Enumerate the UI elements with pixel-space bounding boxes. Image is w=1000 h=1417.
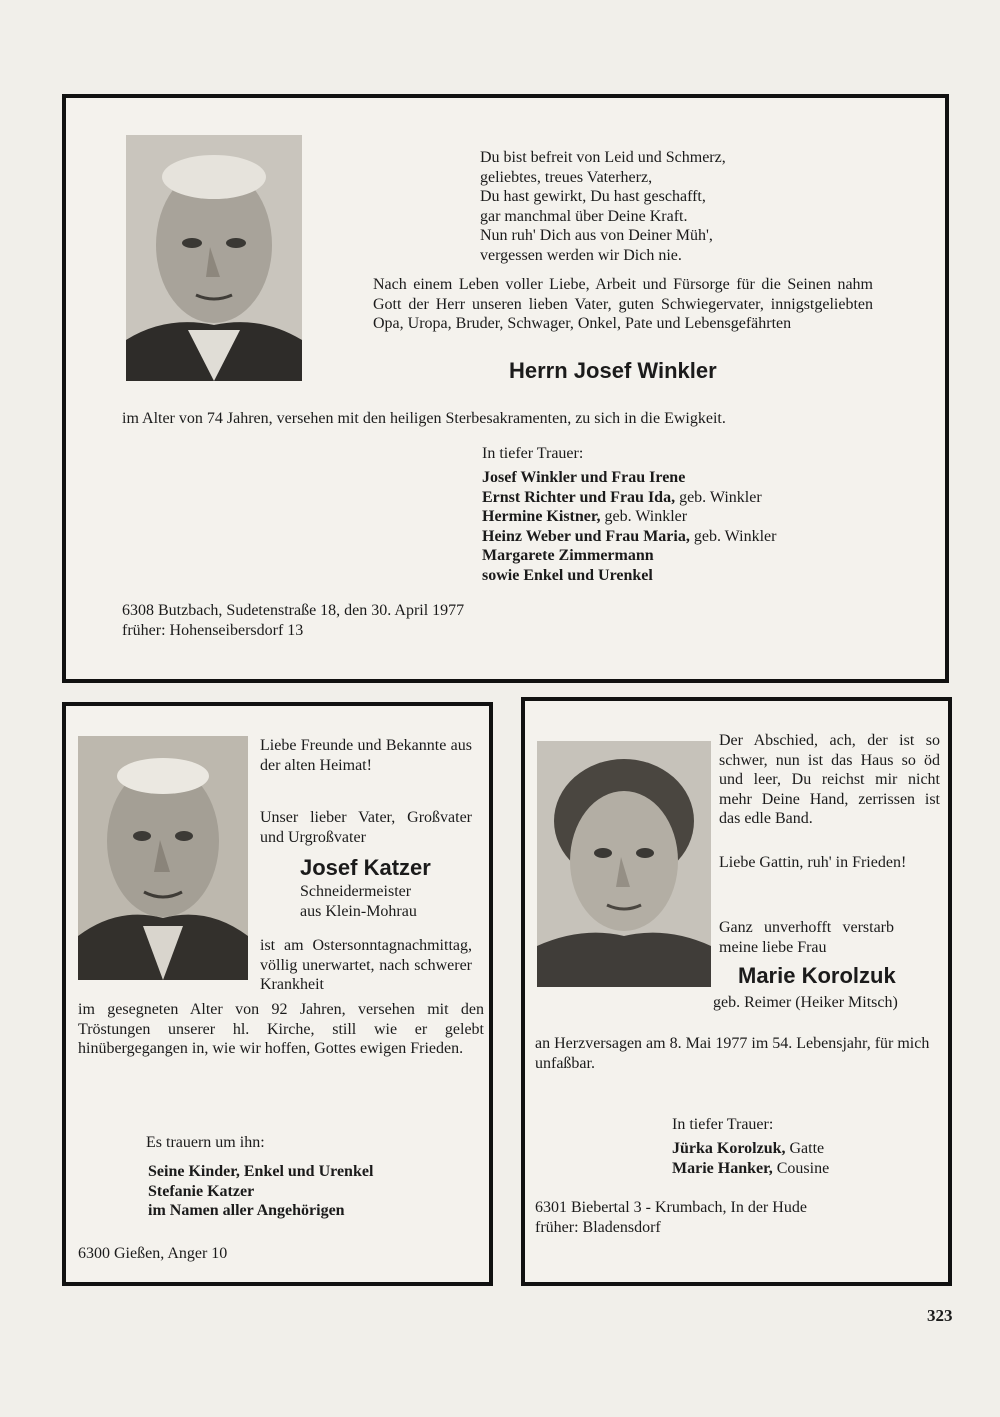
korolzuk-mourners (672, 1139, 932, 1178)
mourner: sowie Enkel und Urenkel (482, 566, 653, 584)
katzer-greeting: Liebe Freunde und Bekannte aus der alten Heimat! (260, 737, 472, 774)
korolzuk-address (535, 1198, 947, 1237)
mourner: Ernst Richter und Frau Ida, geb. Winkler (482, 488, 762, 506)
katzer-mourning-heading: Es trauern um ihn: (146, 1134, 265, 1151)
winkler-mourners (482, 468, 882, 586)
obituary-katzer (62, 702, 493, 1286)
korolzuk-name: Marie Korolzuk (738, 963, 896, 988)
winkler-intro: Nach einem Leben voller Liebe, Arbeit und Fürsorge für die Seinen nahm Gott der Herr unseren lieben Vater, guten Schwiegervater, innigstgeliebten Opa, Uropa, Bruder, Schwager, Onkel, Pate und Lebensgefährten (373, 276, 873, 333)
winkler-name: Herrn Josef Winkler (509, 358, 717, 383)
mourner: Marie Hanker, Cousine (672, 1159, 830, 1177)
obituary-winkler (62, 94, 949, 683)
obituary-korolzuk (521, 697, 952, 1286)
winkler-address (122, 601, 622, 640)
winkler-age-text: im Alter von 74 Jahren, versehen mit den heiligen Sterbesakramenten, zu sich in die Ewigkeit. (122, 410, 726, 427)
korolzuk-poem: Der Abschied, ach, der ist so schwer, nun ist das Haus so öd und leer, Du reichst mir nicht mehr Deine Hand, zerrissen ist das edle Band. (719, 732, 940, 828)
mourner: Seine Kinder, Enkel und Urenkel (148, 1163, 374, 1180)
poem-line: geliebtes, treues Vaterherz, (480, 168, 653, 186)
address-line: früher: Bladensdorf (535, 1218, 661, 1236)
mourner: Josef Winkler und Frau Irene (482, 469, 686, 486)
korolzuk-death-text: an Herzversagen am 8. Mai 1977 im 54. Lebensjahr, für mich unfaßbar. (535, 1035, 930, 1072)
korolzuk-intro: Ganz unverhofft verstarb meine liebe Frau (719, 919, 894, 956)
winkler-poem (480, 148, 820, 266)
poem-line: gar manchmal über Deine Kraft. (480, 207, 688, 225)
mourner: Heinz Weber und Frau Maria, geb. Winkler (482, 527, 777, 545)
address-line: früher: Hohenseibersdorf 13 (122, 621, 304, 639)
portrait-marie-korolzuk (537, 741, 711, 987)
mourner: im Namen aller Angehörigen (148, 1202, 345, 1220)
poem-line: Du hast gewirkt, Du hast geschafft, (480, 188, 706, 206)
mourner: Stefanie Katzer (148, 1182, 255, 1200)
mourner: Jürka Korolzuk, Gatte (672, 1140, 825, 1157)
korolzuk-maiden-name: geb. Reimer (Heiker Mitsch) (713, 994, 898, 1011)
portrait-josef-katzer (78, 736, 248, 980)
katzer-title (300, 882, 480, 921)
katzer-mourners (148, 1162, 468, 1221)
title-line: aus Klein-Mohrau (300, 902, 417, 920)
address-line: 6308 Butzbach, Sudetenstraße 18, den 30. April 1977 (122, 602, 465, 619)
poem-line: Du bist befreit von Leid und Schmerz, (480, 149, 726, 166)
korolzuk-farewell: Liebe Gattin, ruh' in Frieden! (719, 854, 907, 871)
katzer-address: 6300 Gießen, Anger 10 (78, 1245, 228, 1262)
korolzuk-mourning-heading: In tiefer Trauer: (672, 1116, 774, 1133)
poem-line: vergessen werden wir Dich nie. (480, 246, 682, 264)
katzer-death-text-2: im gesegneten Alter von 92 Jahren, versehen mit den Tröstungen unserer hl. Kirche, still wie er gelebt hinübergegangen in, wie wir hoffen, Gottes ewigen Frieden. (78, 1001, 484, 1058)
katzer-name: Josef Katzer (300, 855, 431, 880)
katzer-intro: Unser lieber Vater, Großvater und Urgroßvater (260, 809, 472, 846)
page-number: 323 (927, 1306, 953, 1325)
mourner: Hermine Kistner, geb. Winkler (482, 508, 688, 526)
winkler-mourning-heading: In tiefer Trauer: (482, 445, 584, 462)
katzer-death-text: ist am Ostersonntagnachmittag, völlig unerwartet, nach schwerer Krankheit (260, 937, 472, 994)
portrait-josef-winkler (126, 135, 302, 381)
mourner: Margarete Zimmermann (482, 547, 654, 565)
poem-line: Nun ruh' Dich aus von Deiner Müh', (480, 227, 713, 245)
address-line: 6301 Biebertal 3 - Krumbach, In der Hude (535, 1199, 807, 1216)
title-line: Schneidermeister (300, 883, 412, 900)
